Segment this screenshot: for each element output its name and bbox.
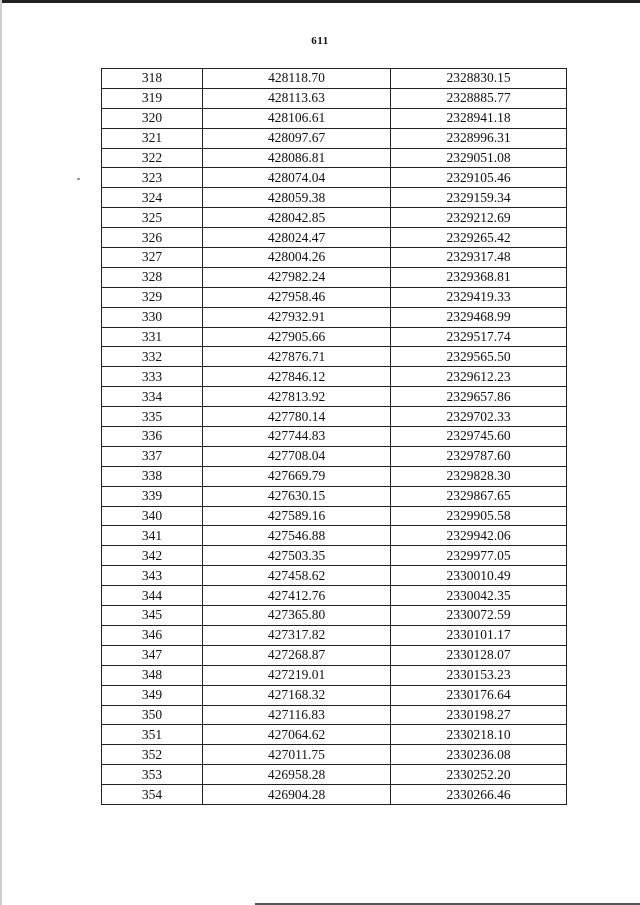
y-coordinate-cell: 2330218.10 [391,725,567,745]
point-number-cell: 326 [102,228,203,248]
point-number-cell: 333 [102,367,203,387]
x-coordinate-cell: 427958.46 [203,287,391,307]
table-row [102,546,567,566]
table-row [102,347,567,367]
x-coordinate-cell: 427708.04 [203,446,391,466]
x-coordinate-cell: 427412.76 [203,586,391,606]
point-number-cell: 332 [102,347,203,367]
x-coordinate-cell: 427630.15 [203,486,391,506]
x-coordinate-cell: 428106.61 [203,108,391,128]
y-coordinate-cell: 2328830.15 [391,69,567,89]
y-coordinate-cell: 2329745.60 [391,427,567,447]
point-number-cell: 327 [102,248,203,268]
table-row [102,785,567,805]
x-coordinate-cell: 427744.83 [203,427,391,447]
x-coordinate-cell: 427458.62 [203,566,391,586]
point-number-cell: 341 [102,526,203,546]
table-row [102,625,567,645]
point-number-cell: 339 [102,486,203,506]
x-coordinate-cell: 427905.66 [203,327,391,347]
point-number-cell: 338 [102,466,203,486]
x-coordinate-cell: 427365.80 [203,606,391,626]
y-coordinate-cell: 2329905.58 [391,506,567,526]
y-coordinate-cell: 2329867.65 [391,486,567,506]
scan-speck [77,178,80,180]
table-row [102,745,567,765]
coordinates-table-body [102,69,567,805]
y-coordinate-cell: 2329565.50 [391,347,567,367]
table-row [102,466,567,486]
y-coordinate-cell: 2329051.08 [391,148,567,168]
table-row [102,327,567,347]
x-coordinate-cell: 428086.81 [203,148,391,168]
point-number-cell: 348 [102,665,203,685]
y-coordinate-cell: 2328996.31 [391,128,567,148]
y-coordinate-cell: 2329419.33 [391,287,567,307]
y-coordinate-cell: 2330010.49 [391,566,567,586]
table-row [102,188,567,208]
y-coordinate-cell: 2329105.46 [391,168,567,188]
point-number-cell: 352 [102,745,203,765]
x-coordinate-cell: 427589.16 [203,506,391,526]
point-number-cell: 331 [102,327,203,347]
y-coordinate-cell: 2329828.30 [391,466,567,486]
point-number-cell: 336 [102,427,203,447]
x-coordinate-cell: 427546.88 [203,526,391,546]
x-coordinate-cell: 427064.62 [203,725,391,745]
x-coordinate-cell: 428118.70 [203,69,391,89]
y-coordinate-cell: 2328885.77 [391,88,567,108]
table-row [102,705,567,725]
y-coordinate-cell: 2330176.64 [391,685,567,705]
y-coordinate-cell: 2329212.69 [391,208,567,228]
table-row [102,407,567,427]
point-number-cell: 319 [102,88,203,108]
table-row [102,108,567,128]
y-coordinate-cell: 2330252.20 [391,765,567,785]
point-number-cell: 330 [102,307,203,327]
point-number-cell: 350 [102,705,203,725]
table-row [102,307,567,327]
page-number: 611 [311,35,329,47]
point-number-cell: 320 [102,108,203,128]
y-coordinate-cell: 2329977.05 [391,546,567,566]
table-row [102,228,567,248]
point-number-cell: 347 [102,645,203,665]
x-coordinate-cell: 428113.63 [203,88,391,108]
point-number-cell: 342 [102,546,203,566]
x-coordinate-cell: 428097.67 [203,128,391,148]
table-row [102,606,567,626]
y-coordinate-cell: 2329612.23 [391,367,567,387]
point-number-cell: 321 [102,128,203,148]
y-coordinate-cell: 2330042.35 [391,586,567,606]
point-number-cell: 351 [102,725,203,745]
table-row [102,427,567,447]
table-row [102,665,567,685]
page-top-border [0,0,640,3]
point-number-cell: 318 [102,69,203,89]
x-coordinate-cell: 427116.83 [203,705,391,725]
y-coordinate-cell: 2329702.33 [391,407,567,427]
point-number-cell: 323 [102,168,203,188]
table-row [102,387,567,407]
x-coordinate-cell: 427503.35 [203,546,391,566]
point-number-cell: 335 [102,407,203,427]
table-row [102,168,567,188]
x-coordinate-cell: 427876.71 [203,347,391,367]
y-coordinate-cell: 2329159.34 [391,188,567,208]
table-row [102,208,567,228]
point-number-cell: 349 [102,685,203,705]
table-row [102,486,567,506]
y-coordinate-cell: 2328941.18 [391,108,567,128]
point-number-cell: 340 [102,506,203,526]
y-coordinate-cell: 2330101.17 [391,625,567,645]
table-row [102,287,567,307]
x-coordinate-cell: 427669.79 [203,466,391,486]
point-number-cell: 325 [102,208,203,228]
y-coordinate-cell: 2330198.27 [391,705,567,725]
table-row [102,685,567,705]
x-coordinate-cell: 427932.91 [203,307,391,327]
table-row [102,148,567,168]
x-coordinate-cell: 428004.26 [203,248,391,268]
coordinates-table [101,68,567,805]
table-row [102,725,567,745]
table-row [102,566,567,586]
point-number-cell: 337 [102,446,203,466]
point-number-cell: 329 [102,287,203,307]
table-row [102,765,567,785]
point-number-cell: 346 [102,625,203,645]
y-coordinate-cell: 2330128.07 [391,645,567,665]
x-coordinate-cell: 428024.47 [203,228,391,248]
y-coordinate-cell: 2329468.99 [391,307,567,327]
point-number-cell: 345 [102,606,203,626]
y-coordinate-cell: 2329787.60 [391,446,567,466]
point-number-cell: 343 [102,566,203,586]
point-number-cell: 353 [102,765,203,785]
y-coordinate-cell: 2330236.08 [391,745,567,765]
point-number-cell: 344 [102,586,203,606]
table-row [102,645,567,665]
point-number-cell: 322 [102,148,203,168]
table-row [102,88,567,108]
x-coordinate-cell: 427168.32 [203,685,391,705]
y-coordinate-cell: 2330266.46 [391,785,567,805]
y-coordinate-cell: 2329517.74 [391,327,567,347]
y-coordinate-cell: 2329368.81 [391,267,567,287]
x-coordinate-cell: 428074.04 [203,168,391,188]
point-number-cell: 328 [102,267,203,287]
y-coordinate-cell: 2330072.59 [391,606,567,626]
table-row [102,446,567,466]
x-coordinate-cell: 428042.85 [203,208,391,228]
table-row [102,526,567,546]
table-row [102,248,567,268]
x-coordinate-cell: 427780.14 [203,407,391,427]
x-coordinate-cell: 428059.38 [203,188,391,208]
x-coordinate-cell: 426958.28 [203,765,391,785]
x-coordinate-cell: 427011.75 [203,745,391,765]
table-row [102,506,567,526]
point-number-cell: 334 [102,387,203,407]
x-coordinate-cell: 427268.87 [203,645,391,665]
point-number-cell: 354 [102,785,203,805]
x-coordinate-cell: 427846.12 [203,367,391,387]
table-row [102,367,567,387]
x-coordinate-cell: 427982.24 [203,267,391,287]
x-coordinate-cell: 427813.92 [203,387,391,407]
y-coordinate-cell: 2329942.06 [391,526,567,546]
y-coordinate-cell: 2329265.42 [391,228,567,248]
table-row [102,128,567,148]
page-left-edge [0,0,2,905]
point-number-cell: 324 [102,188,203,208]
table-row [102,586,567,606]
table-row [102,267,567,287]
y-coordinate-cell: 2330153.23 [391,665,567,685]
y-coordinate-cell: 2329317.48 [391,248,567,268]
table-row [102,69,567,89]
x-coordinate-cell: 427219.01 [203,665,391,685]
x-coordinate-cell: 426904.28 [203,785,391,805]
y-coordinate-cell: 2329657.86 [391,387,567,407]
x-coordinate-cell: 427317.82 [203,625,391,645]
